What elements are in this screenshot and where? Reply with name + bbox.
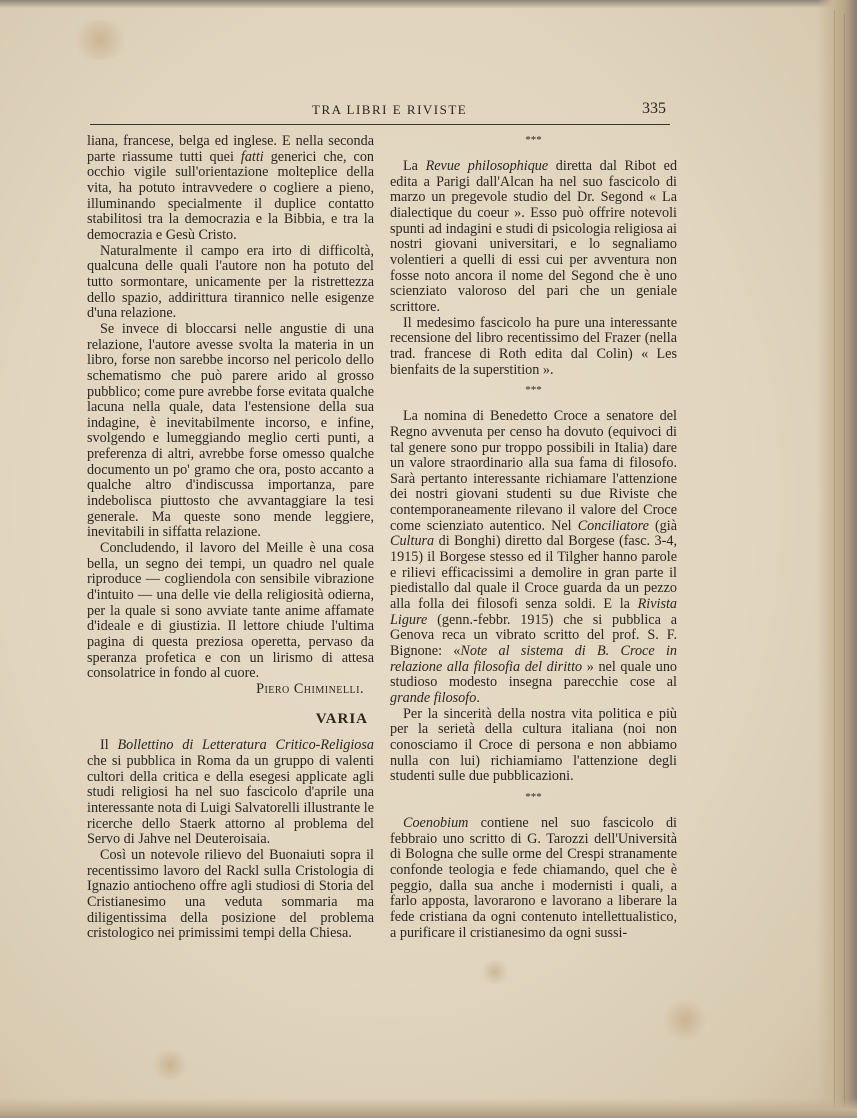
paragraph: Così un notevole rilievo del Buonaiuti sopra il recentissimo lavoro del Rackl sulla Cristologia di Ignazio antiocheno offre agli studiosi di Storia del Cristianesimo una veduta sommaria ma diligentissima della posizione del problema cristologico nei primissimi tempi della Chiesa.	[87, 846, 374, 942]
paragraph: Se invece di bloccarsi nelle angustie di una relazione, l'autore avesse svolta la materia in un libro, forse non sarebbe incorso nel pericolo dello schematismo che può parere arido al grosso pubblico; come pure avrebbe forse evitata qualche lacuna nella quale, data l'estensione della sua indagine, è inevitabilmente incorso, e infine, svolgendo e lumeggiando meglio certi punti, a preferenza di altri, avrebbe forse omesso qualche documento un po' gramo che ora, posto accanto a qualche altro d'indiscussa importanza, pare indebolisca piuttosto che avvantaggiare la tesi generale. Ma queste sono mende leggiere, inevitabili in siffatta relazione.	[87, 320, 374, 541]
page-edge-line	[834, 10, 835, 1110]
foxing-spot	[480, 960, 510, 984]
asterism-divider: ***	[525, 790, 542, 803]
foxing-spot	[660, 1000, 710, 1040]
asterism-divider: ***	[525, 134, 542, 146]
page-top-edge	[0, 0, 857, 8]
paragraph: Coenobium contiene nel suo fascicolo di febbraio uno scritto di G. Tarozzi dell'Università di Bologna che sulle orme del Crespi stranamente confonde teologia e fede chiamando, quel che è peggio, dalla sua anche i modernisti i quali, a farlo apposta, lavorarono e lavorano a liberare la fede cristiana da ogni contenuto intellettualistico, a purificare il cristianesimo da ogni sussi-	[390, 814, 678, 941]
paragraph: Per la sincerità della nostra vita politica e più per la serietà della cultura italiana (noi non conosciamo il Croce di persona e non abbiamo nulla con lui) richiamiamo l'attenzione degli studenti sulle due pubblicazioni.	[390, 705, 677, 785]
paragraph: liana, francese, belga ed inglese. E nella seconda parte riassume tutti quei fatti generici che, con occhio vigile sull'orientazione molteplice della vita, ha potuto intravvedere o cogliere a pieno, illuminando specialmente il duplice contatto stabilitosi tra la democrazia e la Bibbia, e tra la democrazia e Gesù Cristo.	[87, 133, 375, 243]
asterism-divider: ***	[525, 384, 542, 397]
page-bottom-edge	[0, 1098, 857, 1118]
paragraph: Il Bollettino di Letteratura Critico-Religiosa che si pubblica in Roma da un gruppo di valenti cultori della critica e della esegesi applicate agli studi religiosi ha nel suo fascicolo d'aprile una interessante nota di Luigi Salvatorelli illustrante le ricerche dello Staerk attorno al problema del Servo di Jahve nel Deuteroisaia.	[87, 737, 374, 848]
paragraph: Il medesimo fascicolo ha pure una interessante recensione del libro recentissimo del Frazer (nella trad. francese di Roth edita dal Colin) « Les bienfaits de la superstition ».	[390, 314, 677, 378]
right-column	[390, 134, 677, 941]
page-right-edge	[817, 0, 857, 1118]
author-signature: Piero Chiminelli.	[256, 680, 364, 697]
paragraph: La nomina di Benedetto Croce a senatore del Regno avvenuta per censo ha dovuto (equivoci di tal genere sono pur troppo possibili in Italia) dare un valore straordinario alla sua fama di filosofo. Sarà pertanto interessante richiamare l'attenzione dei nostri giovani studenti su due Riviste che contemporaneamente rilevano il valore del Croce come scienziato autentico. Nel Conciliatore (già Cultura di Bonghi) diretto dal Borgese (fasc. 3-4, 1915) il Borgese stesso ed il Tilgher hanno parole e rilievi efficacissimi a demolire in gran parte il piedistallo dal quale il Croce guarda da un pezzo alla folla dei filosofi senza soldi. E la Rivista Ligure (genn.-febbr. 1915) che si pubblica a Genova reca un vibrato scritto del prof. S. F. Bignone: «Note al sistema di B. Croce in relazione alla filosofia del diritto » nel quale uno studioso modesto insegna parecchie cose al grande filosofo.	[390, 408, 678, 706]
paragraph: Concludendo, il lavoro del Meille è una cosa bella, un segno dei tempi, un quadro nel quale riproduce — cogliendola con sensibile vibrazione d'intuito — una delle vie della religiosità odierna, per la quale si sono avviate tante anime affamate d'ideale e di giustizia. Il lettore chiude l'ultima pagina di questa preziosa operetta, pervaso da speranza profetica e con un lirismo di attesa consolatrice in fondo al cuore.	[87, 540, 374, 682]
foxing-spot	[150, 1050, 190, 1080]
left-column	[87, 134, 374, 942]
page-edge-line	[844, 14, 845, 1109]
running-head-title: TRA LIBRI E RIVISTE	[312, 102, 468, 117]
foxing-spot	[70, 20, 130, 60]
paragraph: La Revue philosophique diretta dal Ribot ed edita a Parigi dall'Alcan ha nel suo fascicolo di marzo un pregevole studio del Dr. Segond « La dialectique du coeur ». Esso può offrire notevoli spunti ad indagini e studi di psicologia religiosa ai nostri giovani universitari, e lo segnaliamo volentieri a quelli di essi cui per avventura non fosse noto ancora il nome del Segond che è uno scienziato valoroso del pari che un geniale scrittore.	[390, 158, 678, 315]
page-number: 335	[642, 100, 666, 117]
paragraph: Naturalmente il campo era irto di difficoltà, qualcuna delle quali l'autore non ha potuto del tutto sormontare, unicamente per la ristrettezza dello spazio, addirittura tirannico nelle esigenze d'una relazione.	[87, 242, 374, 322]
section-title: VARIA	[315, 710, 368, 727]
running-head	[90, 100, 670, 125]
